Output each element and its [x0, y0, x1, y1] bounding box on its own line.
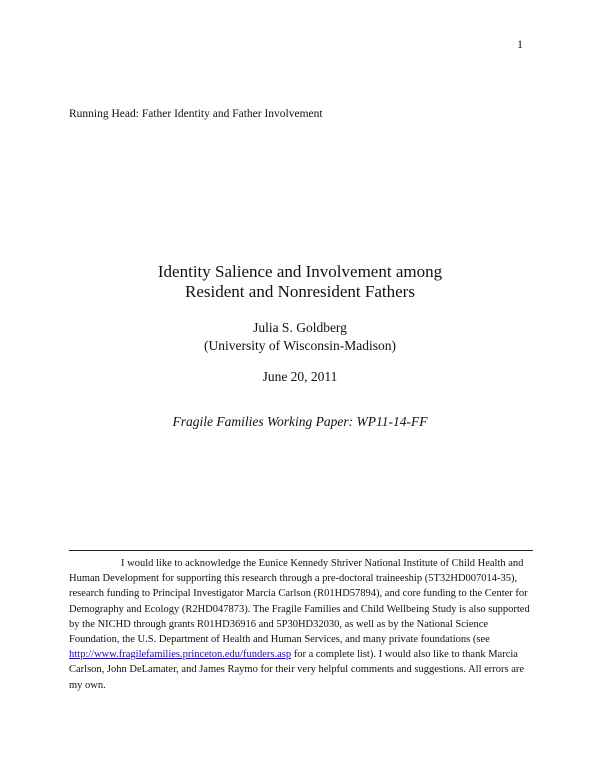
acknowledgement-footnote [69, 556, 533, 693]
author-affiliation: (University of Wisconsin-Madison) [204, 338, 396, 353]
publication-date: June 20, 2011 [262, 369, 338, 384]
title-line-1: Identity Salience and Involvement among [157, 262, 443, 281]
author-name: Julia S. Goldberg [253, 320, 347, 335]
page-number: 1 [517, 37, 523, 51]
footnote-text-before-link: I would like to acknowledge the Eunice Kennedy Shriver National Institute of Child Health and Human Development for supporting this research through a pre-doctoral traineeship (5T32HD007014-35), research funding to Principal Investigator Marcia Carlson (R01HD57894), and core funding to the Center for Demography and Ecology (R2HD047873). The Fragile Families and Child Wellbeing Study is also supported by the NICHD through grants R01HD36916 and 5P30HD32030, as well as by the National Science Foundation, the U.S. Department of Health and Human Services, and many private foundations (see [69, 558, 530, 646]
title-line-2: Resident and Nonresident Fathers [185, 282, 415, 301]
running-head: Running Head: Father Identity and Father Involvement [69, 108, 323, 120]
working-paper-id: Fragile Families Working Paper: WP11-14-FF [172, 414, 428, 429]
paper-title [0, 262, 600, 302]
funders-link[interactable]: http://www.fragilefamilies.princeton.edu/funders.asp [69, 649, 292, 661]
footnote-text-after-link: for a complete list). I would also like to thank Marcia Carlson, John DeLamater, and James Raymo for their very helpful comments and suggestions. All errors are my own. [69, 649, 525, 691]
footnote-divider [69, 550, 533, 551]
author-block [0, 319, 600, 355]
